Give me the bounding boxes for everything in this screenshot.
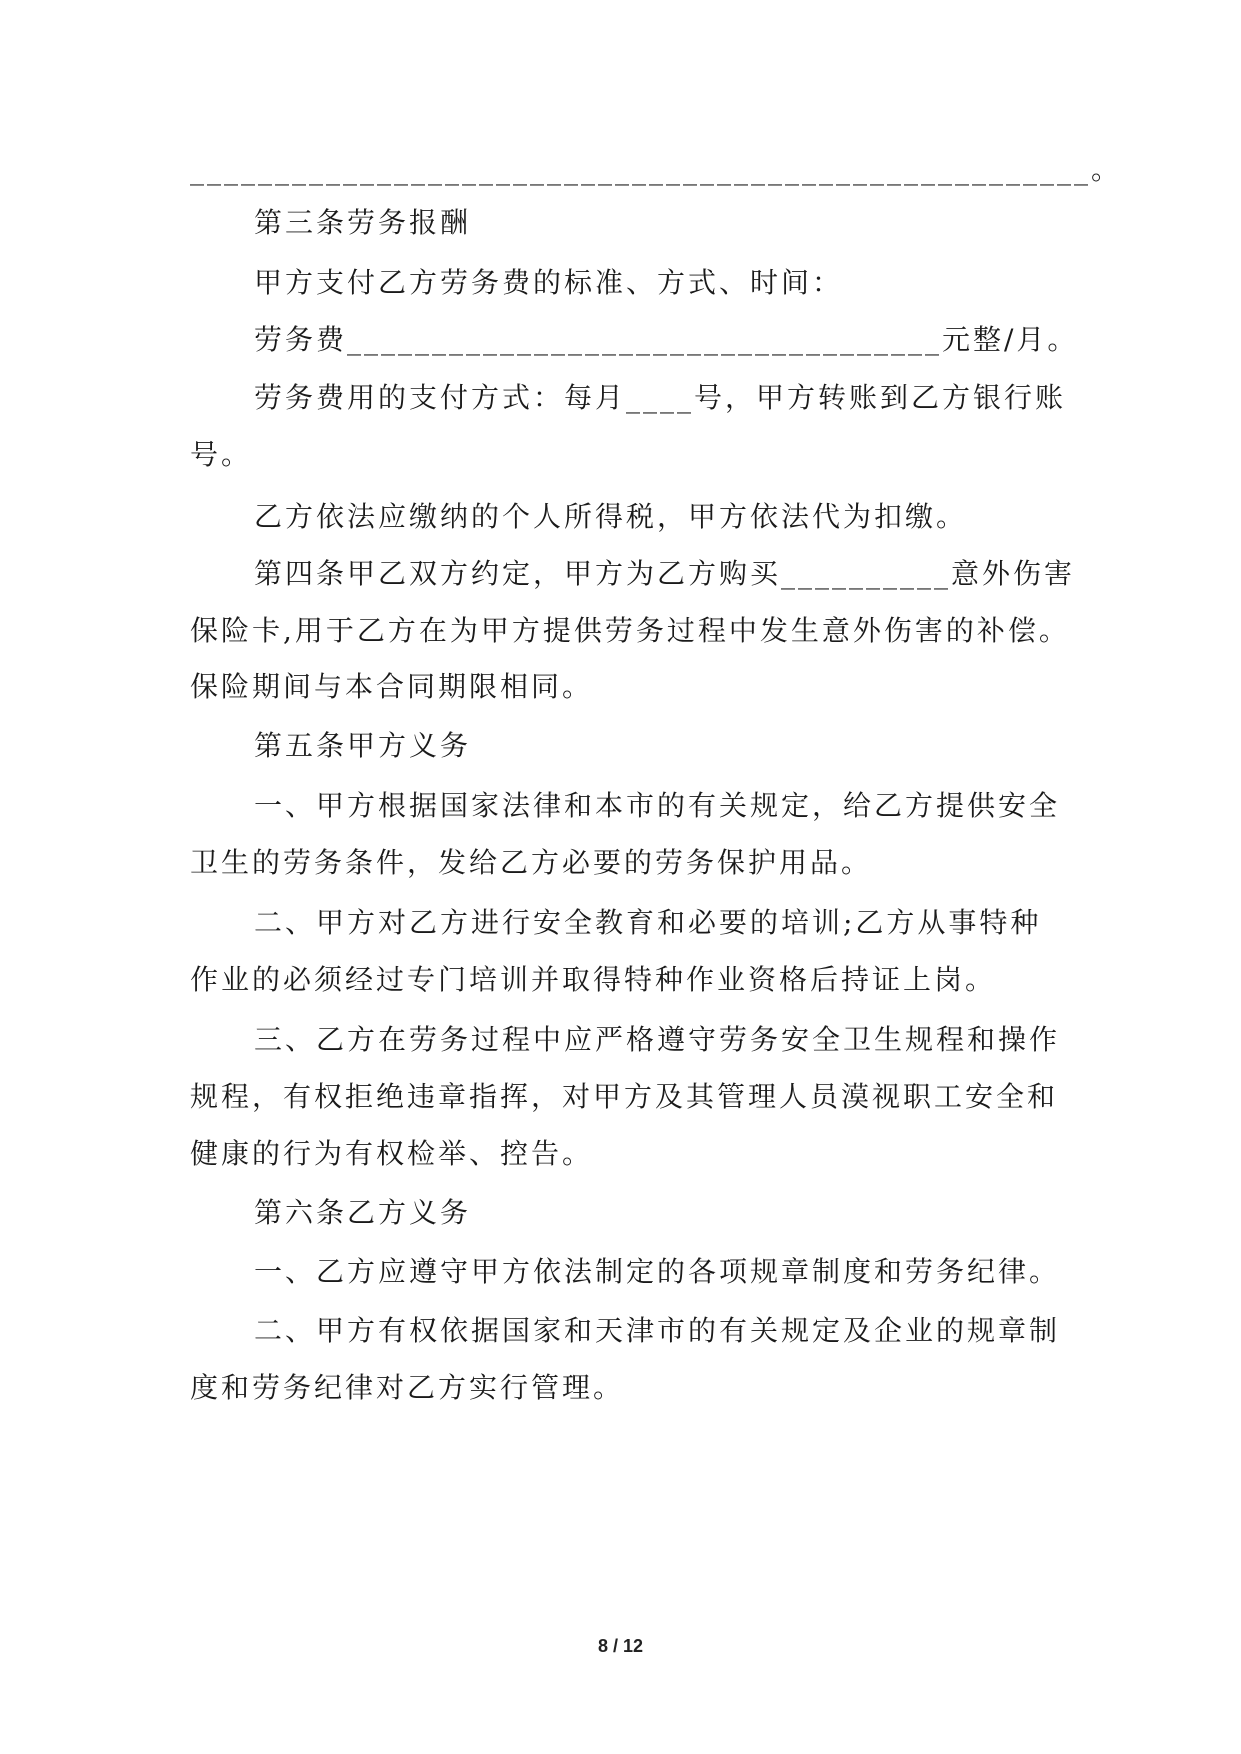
page-number: 8 / 12 [597, 1636, 644, 1656]
paragraph-line: 规程，有权拒绝违章指挥，对甲方及其管理人员漠视职工安全和 [190, 1080, 1059, 1113]
article-4-paragraph: 第四条甲乙双方约定，甲方为乙方购买__________意外伤害 [254, 557, 1076, 590]
article-6-heading: 第六条乙方义务 [254, 1196, 472, 1229]
paragraph-line: 三、乙方在劳务过程中应严格遵守劳务安全卫生规程和操作 [254, 1023, 1061, 1056]
paragraph-line: 劳务费___________________________________元整/月。 [254, 323, 1079, 356]
paragraph-line: 号。 [190, 438, 253, 471]
paragraph-line: 保险期间与本合同期限相同。 [190, 670, 594, 703]
paragraph-line: 甲方支付乙方劳务费的标准、方式、时间： [254, 266, 844, 299]
paragraph-line: 作业的必须经过专门培训并取得特种作业资格后持证上岗。 [190, 963, 997, 996]
article-3-heading: 第三条劳务报酬 [254, 206, 472, 239]
blank-line-end: _____________________________________________________。 [190, 153, 1123, 186]
article-5-heading: 第五条甲方义务 [254, 729, 472, 762]
paragraph-line: 卫生的劳务条件，发给乙方必要的劳务保护用品。 [190, 846, 873, 879]
paragraph-line: 健康的行为有权检举、控告。 [190, 1137, 594, 1170]
paragraph-line: 二、甲方对乙方进行安全教育和必要的培训;乙方从事特种 [254, 906, 1042, 939]
paragraph-line: 一、乙方应遵守甲方依法制定的各项规章制度和劳务纪律。 [254, 1255, 1061, 1288]
paragraph-line: 保险卡,用于乙方在为甲方提供劳务过程中发生意外伤害的补偿。 [190, 614, 1070, 647]
paragraph-line: 劳务费用的支付方式：每月____号，甲方转账到乙方银行账 [254, 381, 1067, 414]
paragraph-line: 二、甲方有权依据国家和天津市的有关规定及企业的规章制 [254, 1314, 1061, 1347]
paragraph-line: 度和劳务纪律对乙方实行管理。 [190, 1371, 625, 1404]
paragraph-line: 乙方依法应缴纳的个人所得税，甲方依法代为扣缴。 [254, 500, 968, 533]
paragraph-line: 一、甲方根据国家法律和本市的有关规定，给乙方提供安全 [254, 789, 1061, 822]
